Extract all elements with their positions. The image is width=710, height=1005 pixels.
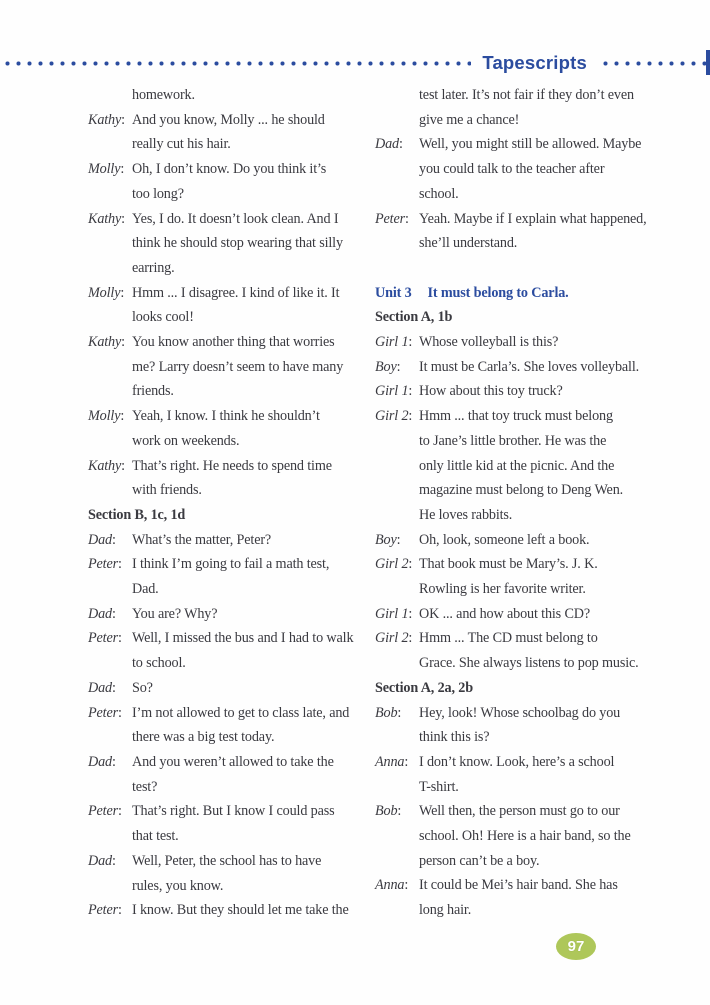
dialogue-line: long hair. [419,902,472,919]
speaker-label: Kathy: [88,457,125,474]
speaker-label: Peter: [88,803,122,820]
page-title: Tapescripts [482,52,587,73]
dialogue-lines [132,849,360,898]
speaker-label: Bob: [375,704,402,721]
speaker-label: Dad: [88,753,116,770]
dialogue-line: Yeah. Maybe if I explain what happened, [419,210,647,227]
dialogue-turn [375,873,670,922]
dialogue-turn [88,528,360,553]
dialogue-turn [88,157,360,206]
dialogue-lines [419,750,670,799]
dialogue-lines [132,552,360,601]
speaker-label: Boy: [375,358,401,375]
dialogue-line: Yeah, I know. I think he shouldn’t [132,408,320,425]
dialogue-line: Yes, I do. It doesn’t look clean. And I [132,210,339,227]
dialogue-lines [419,379,670,404]
dialogue-lines [419,626,670,675]
dialogue-line: to school. [132,655,186,672]
dialogue-continuation [375,83,670,132]
dialogue-line: It must be Carla’s. She loves volleyball. [419,358,640,375]
dialogue-line: work on weekends. [132,432,240,449]
dialogue-line: That book must be Mary’s. J. K. [419,556,598,573]
blank-line-spacer [375,256,670,281]
dialogue-lines [419,207,670,256]
dialogue-lines [419,330,670,355]
dialogue-line: Whose volleyball is this? [419,334,559,351]
dialogue-line: Oh, I don’t know. Do you think it’s [132,161,327,178]
speaker-label: Dad: [375,136,403,153]
speaker-label: Peter: [88,902,122,919]
dialogue-line: friends. [132,383,174,400]
speaker-label: Kathy: [88,210,125,227]
edge-accent-bar [706,50,710,75]
dialogue-line: Hey, look! Whose schoolbag do you [419,704,621,721]
dialogue-turn [88,676,360,701]
dialogue-lines [132,626,360,675]
dialogue-line: Well, I missed the bus and I had to walk [132,630,354,647]
dialogue-line: person can’t be a boy. [419,852,540,869]
dialogue-line: He loves rabbits. [419,506,513,523]
dialogue-lines [419,404,670,528]
dialogue-line: T-shirt. [419,778,459,795]
dialogue-line: I don’t know. Look, here’s a school [419,753,615,770]
section-heading: Section B, 1c, 1d [88,506,186,523]
dialogue-line: Hmm ... that toy truck must belong [419,408,613,425]
dialogue-line: to Jane’s little brother. He was the [419,432,607,449]
speaker-label: Bob: [375,803,402,820]
dialogue-line: you could talk to the teacher after [419,161,605,178]
speaker-label: Dad: [88,605,116,622]
speaker-label: Molly: [88,284,125,301]
dialogue-turn [375,528,670,553]
speaker-label: Molly: [88,161,125,178]
dialogue-line: with friends. [132,482,202,499]
dialogue-line: test? [132,778,158,795]
dialogue-lines [132,108,360,157]
unit-heading [375,281,670,306]
dialogue-line: only little kid at the picnic. And the [419,457,615,474]
dotted-rule-right [598,61,710,66]
dialogue-lines [419,799,670,873]
unit-label: Unit 3 [375,284,412,301]
dialogue-line: I think I’m going to fail a math test, [132,556,330,573]
dialogue-lines [132,157,360,206]
dialogue-lines [132,281,360,330]
dialogue-line: And you weren’t allowed to take the [132,753,334,770]
dialogue-line: I’m not allowed to get to class late, and [132,704,350,721]
dialogue-line: too long? [132,185,184,202]
dialogue-turn [88,207,360,281]
dialogue-line: You are? Why? [132,605,218,622]
speaker-label: Girl 2: [375,408,413,425]
page-number-badge: 97 [556,933,596,960]
dialogue-lines [132,454,360,503]
dialogue-line: That’s right. But I know I could pass [132,803,335,820]
dialogue-turn [88,281,360,330]
dialogue-line: give me a chance! [419,111,520,128]
dialogue-turn [88,602,360,627]
speaker-label: Molly: [88,408,125,425]
dialogue-turn [88,849,360,898]
dialogue-lines [419,355,670,380]
speaker-label: Girl 1: [375,605,413,622]
speaker-label: Kathy: [88,334,125,351]
dialogue-turn [88,454,360,503]
speaker-label: Girl 2: [375,556,413,573]
section-heading: Section A, 2a, 2b [375,679,473,696]
dialogue-turn [375,750,670,799]
speaker-label: Girl 1: [375,334,413,351]
dialogue-line: me? Larry doesn’t seem to have many [132,358,344,375]
dialogue-line: Oh, look, someone left a book. [419,531,590,548]
dialogue-line: Hmm ... The CD must belong to [419,630,598,647]
dialogue-line: think he should stop wearing that silly [132,235,343,252]
dialogue-turn [88,750,360,799]
dialogue-line: Rowling is her favorite writer. [419,581,586,598]
dialogue-lines [419,528,670,553]
dialogue-line: there was a big test today. [132,729,275,746]
dialogue-turn [88,108,360,157]
dialogue-line: test later. It’s not fair if they don’t even [419,87,634,103]
dialogue-line: looks cool! [132,309,194,326]
dialogue-line: really cut his hair. [132,136,231,153]
dialogue-turn [88,404,360,453]
dialogue-turn [88,330,360,404]
speaker-label: Dad: [88,531,116,548]
dialogue-turn [375,207,670,256]
dialogue-line: Dad. [132,581,159,598]
dialogue-lines [132,799,360,848]
dialogue-turn [375,701,670,750]
dialogue-line: And you know, Molly ... he should [132,111,325,128]
speaker-label: Peter: [88,556,122,573]
dialogue-lines [419,602,670,627]
page-header [0,51,710,75]
dialogue-line: school. Oh! Here is a hair band, so the [419,828,631,845]
dialogue-line: I know. But they should let me take the [132,902,349,919]
dialogue-line: Well then, the person must go to our [419,803,620,820]
section-heading: Section A, 1b [375,309,453,326]
speaker-label: Dad: [88,852,116,869]
dialogue-turn [88,799,360,848]
dialogue-line: magazine must belong to Deng Wen. [419,482,624,499]
dialogue-line: You know another thing that worries [132,334,335,351]
speaker-label: Dad: [88,679,116,696]
transcript-column-right [375,83,670,923]
dialogue-turn [88,898,360,923]
speaker-label: Anna: [375,877,409,894]
dialogue-line: That’s right. He needs to spend time [132,457,332,474]
dialogue-continuation [88,83,360,108]
dialogue-line: rules, you know. [132,877,224,894]
dialogue-turn [375,602,670,627]
dotted-rule-left [0,61,471,66]
dialogue-turn [375,626,670,675]
dialogue-line: How about this toy truck? [419,383,563,400]
speaker-label: Anna: [375,753,409,770]
speaker-label: Kathy: [88,111,125,128]
dialogue-lines [132,602,360,627]
dialogue-line: Hmm ... I disagree. I kind of like it. It [132,284,340,301]
dialogue-lines [132,404,360,453]
dialogue-turn [375,552,670,601]
dialogue-lines [419,132,670,206]
dialogue-turn [375,132,670,206]
dialogue-turn [88,552,360,601]
speaker-label: Boy: [375,531,401,548]
dialogue-turn [375,355,670,380]
speaker-label: Peter: [375,210,409,227]
dialogue-lines [132,676,360,701]
dialogue-turn [375,379,670,404]
dialogue-line: that test. [132,828,179,845]
dialogue-turn [88,626,360,675]
speaker-label: Peter: [88,704,122,721]
dialogue-lines [132,207,360,281]
dialogue-line: Well, you might still be allowed. Maybe [419,136,642,153]
dialogue-line: It could be Mei’s hair band. She has [419,877,618,894]
dialogue-line: OK ... and how about this CD? [419,605,591,622]
unit-title: It must belong to Carla. [427,284,569,301]
dialogue-line: So? [132,679,153,696]
dialogue-lines [132,528,360,553]
dialogue-line: think this is? [419,729,490,746]
speaker-label: Girl 2: [375,630,413,647]
transcript-column-left [88,83,360,923]
dialogue-line: Well, Peter, the school has to have [132,852,322,869]
dialogue-line: school. [419,185,459,202]
speaker-label: Girl 1: [375,383,413,400]
dialogue-line: What’s the matter, Peter? [132,531,272,548]
dialogue-turn [375,799,670,873]
transcript-columns [88,83,670,923]
dialogue-line: earring. [132,259,175,276]
dialogue-lines [132,83,360,108]
dialogue-turn [375,330,670,355]
dialogue-lines [419,701,670,750]
dialogue-lines [132,750,360,799]
dialogue-line: homework. [132,87,195,103]
dialogue-lines [419,83,670,132]
dialogue-turn [88,701,360,750]
dialogue-turn [375,404,670,528]
dialogue-lines [132,898,360,923]
dialogue-lines [132,701,360,750]
dialogue-lines [419,552,670,601]
dialogue-line: she’ll understand. [419,235,518,252]
speaker-label: Peter: [88,630,122,647]
dialogue-lines [419,873,670,922]
dialogue-line: Grace. She always listens to pop music. [419,655,639,672]
dialogue-lines [132,330,360,404]
